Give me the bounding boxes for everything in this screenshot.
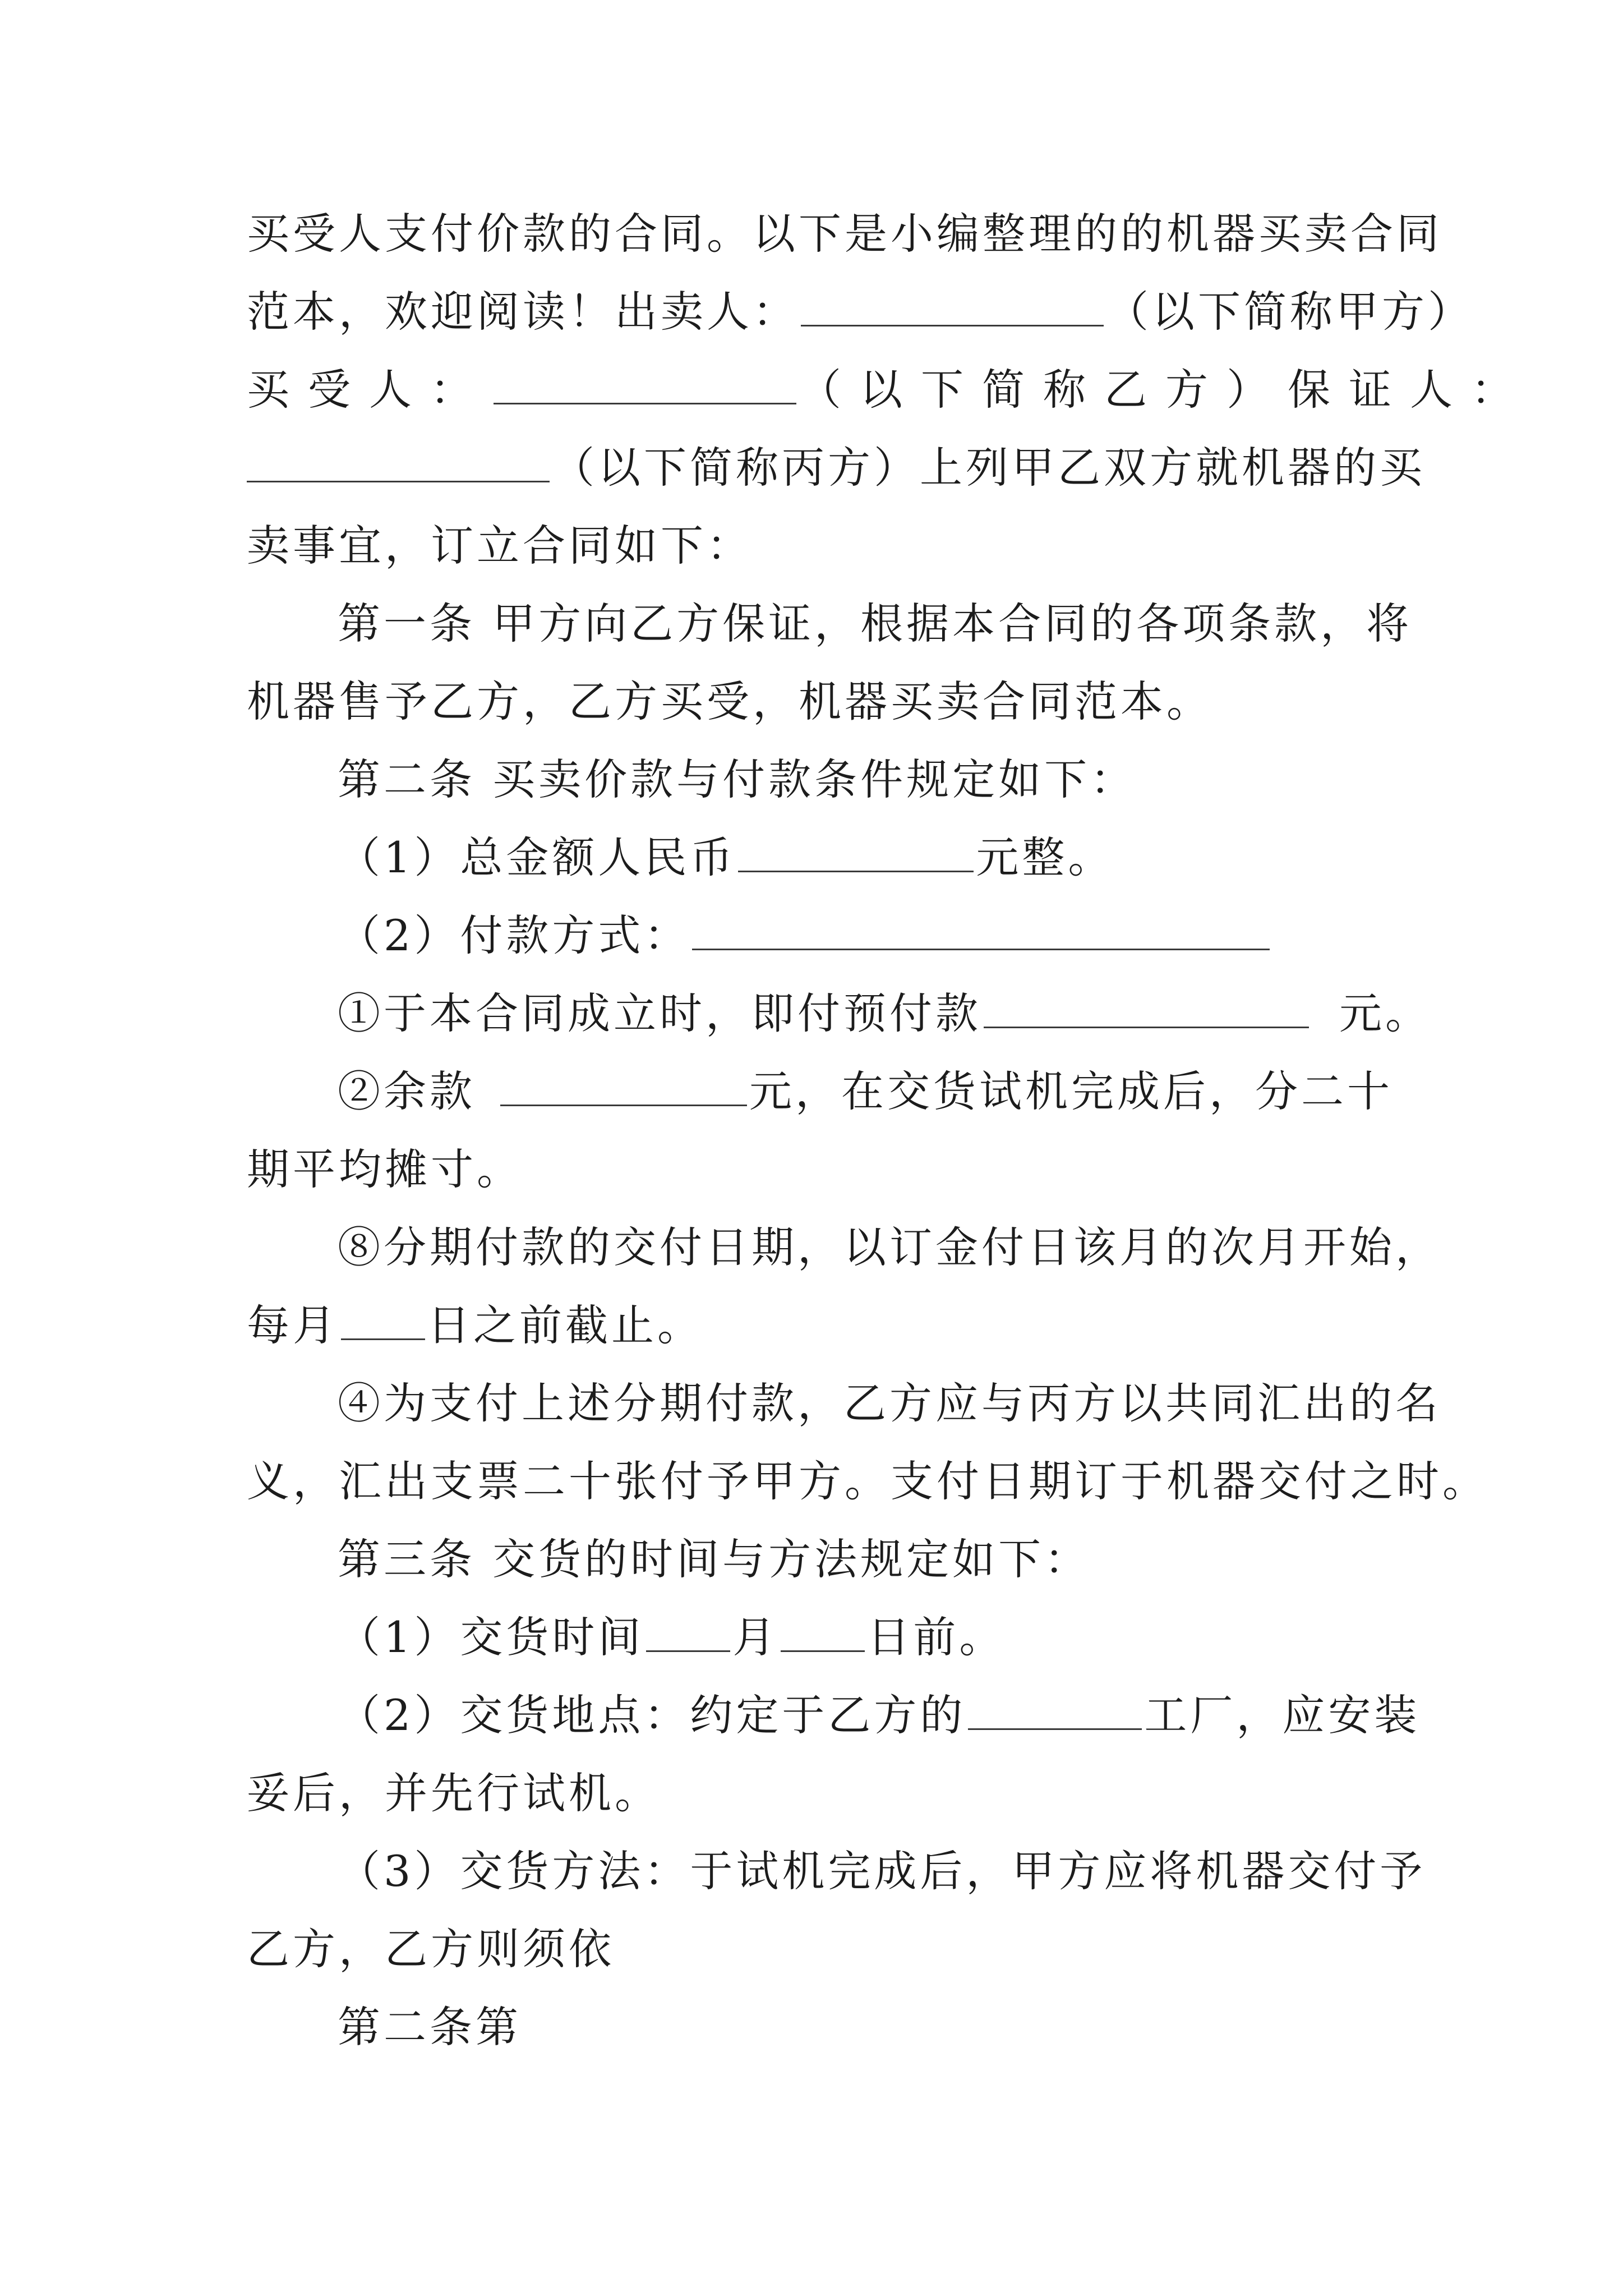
tail-line xyxy=(338,1999,522,2055)
intro-text: 买受人支付价款的合同。以下是小编整理的的机器买卖合同 xyxy=(247,209,1442,259)
monthly-day-blank[interactable] xyxy=(341,1299,425,1340)
article-1-line-2 xyxy=(247,674,1212,730)
buyer-alias-guarantor-label: （以下简称乙方）保证人： xyxy=(799,365,1532,415)
delivery-day-blank[interactable] xyxy=(781,1611,865,1652)
balance-blank[interactable] xyxy=(500,1065,747,1106)
prepayment-label: ①于本合同成立时，即付预付款 xyxy=(338,988,981,1038)
factory-blank[interactable] xyxy=(968,1689,1142,1730)
article-3-item-2-cont xyxy=(247,1765,661,1821)
article-2-clause-1 xyxy=(338,986,1431,1042)
cheque-text-cont: 义，汇出支票二十张付予甲方。支付日期订于机器交付之时。 xyxy=(247,1456,1488,1506)
article-2-clause-4 xyxy=(338,1375,1441,1432)
article-3-title: 第三条 交货的时间与方法规定如下： xyxy=(338,1534,1091,1584)
intro-line-4 xyxy=(247,440,1426,496)
delivery-time-label: （1）交货时间 xyxy=(338,1612,644,1662)
intro-line-1 xyxy=(247,206,1442,262)
article-3-heading xyxy=(338,1531,1090,1588)
intro-closing: 卖事宜，订立合同如下： xyxy=(247,521,753,570)
delivery-method-cont: 乙方，乙方则须依 xyxy=(247,1924,615,1974)
article-2-clause-2 xyxy=(338,1064,1393,1120)
total-amount-label: （1）总金额人民币 xyxy=(338,832,736,882)
tail-text: 第二条第 xyxy=(338,2002,522,2052)
installment-date-text: ⑧分期付款的交付日期，以订金付日该月的次月开始， xyxy=(338,1222,1441,1272)
article-3-item-3-cont xyxy=(247,1921,615,1977)
trial-run-text: 妥后，并先行试机。 xyxy=(247,1768,661,1818)
total-amount-unit: 元整。 xyxy=(976,832,1114,882)
article-3-item-1 xyxy=(338,1609,1005,1665)
monthly-deadline: 日之前截止。 xyxy=(427,1300,703,1350)
intro-line-5 xyxy=(247,518,753,574)
delivery-month-blank[interactable] xyxy=(646,1611,730,1652)
prepayment-blank[interactable] xyxy=(984,987,1309,1028)
total-amount-blank[interactable] xyxy=(738,831,974,872)
intro-line-3 xyxy=(247,362,1532,418)
buyer-blank[interactable] xyxy=(494,364,796,404)
buyer-label: 买受人： xyxy=(247,365,491,415)
prepayment-unit: 元。 xyxy=(1339,988,1431,1038)
article-1-text: 第一条 甲方向乙方保证，根据本合同的各项条款，将 xyxy=(338,599,1413,648)
day-before-label: 日前。 xyxy=(867,1612,1006,1662)
article-1-text-cont: 机器售予乙方，乙方买受，机器买卖合同范本。 xyxy=(247,677,1212,726)
intro-line-2 xyxy=(247,284,1474,340)
balance-terms: 元，在交货试机完成后，分二十 xyxy=(749,1066,1393,1116)
article-2-clause-3-cont xyxy=(247,1297,703,1354)
article-3-item-3 xyxy=(338,1843,1426,1899)
seller-blank[interactable] xyxy=(801,286,1104,326)
article-2-item-1 xyxy=(338,830,1114,886)
article-2-clause-3 xyxy=(338,1220,1441,1276)
factory-install-text: 工厂，应安装 xyxy=(1144,1690,1421,1740)
payment-method-blank[interactable] xyxy=(692,909,1270,950)
balance-terms-cont: 期平均摊寸。 xyxy=(247,1144,523,1194)
monthly-label: 每月 xyxy=(247,1300,339,1350)
guarantor-blank[interactable] xyxy=(247,441,550,482)
article-1-line-1 xyxy=(338,596,1412,652)
guarantor-alias: （以下简称丙方）上列甲乙双方就机器的买 xyxy=(552,443,1426,493)
delivery-method-text: （3）交货方法：于试机完成后，甲方应将机器交付予 xyxy=(338,1846,1426,1896)
article-2-clause-2-cont xyxy=(247,1142,523,1198)
article-2-item-2 xyxy=(338,908,1272,964)
month-label: 月 xyxy=(732,1612,779,1662)
article-3-item-2 xyxy=(338,1687,1420,1743)
seller-alias: （以下简称甲方） xyxy=(1106,287,1474,337)
article-2-heading xyxy=(338,752,1136,808)
delivery-place-label: （2）交货地点：约定于乙方的 xyxy=(338,1690,966,1740)
seller-label: 范本，欢迎阅读！出卖人： xyxy=(247,287,799,337)
cheque-text: ④为支付上述分期付款，乙方应与丙方以共同汇出的名 xyxy=(338,1378,1441,1428)
payment-method-label: （2）付款方式： xyxy=(338,910,690,960)
article-2-title: 第二条 买卖价款与付款条件规定如下： xyxy=(338,754,1137,804)
balance-label: ②余款 xyxy=(338,1066,476,1116)
article-2-clause-4-cont xyxy=(247,1453,1488,1510)
